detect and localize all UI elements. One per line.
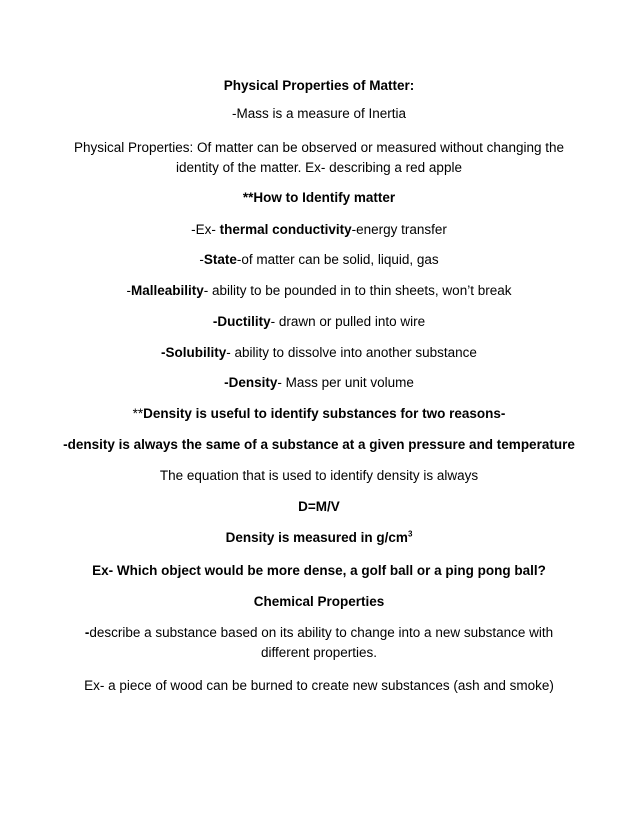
state-line (50, 250, 588, 270)
chemical-def-dash: - (84, 625, 90, 640)
ductility-line (50, 312, 588, 332)
solubility-term: -Solubility (161, 345, 227, 360)
page-title: Physical Properties of Matter: (223, 78, 415, 93)
malleability-term: Malleability (131, 283, 204, 298)
thermal-term: thermal conductivity (219, 222, 352, 237)
solubility-line (50, 343, 588, 363)
density-useful-text: Density is useful to identify substances for two reasons- (143, 406, 506, 421)
density-def-line (50, 373, 588, 393)
density-measured-sup: 3 (407, 529, 413, 539)
density-rest: - Mass per unit volume (277, 375, 414, 390)
malleability-prefix: - (126, 283, 131, 298)
mass-line: -Mass is a measure of Inertia (231, 106, 407, 121)
density-measured-line (50, 528, 588, 548)
chemical-def-line1 (50, 623, 588, 643)
malleability-rest: - ability to be pounded in to thin sheets, won’t break (203, 283, 512, 298)
how-to-identify-heading: **How to Identify matter (242, 190, 396, 205)
density-always-line: -density is always the same of a substance at a given pressure and temperature (63, 437, 575, 452)
malleability-line (50, 281, 588, 301)
thermal-prefix: -Ex- (191, 222, 220, 237)
physical-properties-def-line1: Physical Properties: Of matter can be observed or measured without changing the (73, 140, 564, 155)
density-useful-prefix: ** (132, 406, 144, 421)
equation-intro: The equation that is used to identify density is always (159, 468, 479, 483)
density-term: -Density (224, 375, 278, 390)
ductility-term: -Ductility (212, 314, 271, 329)
state-term: State (203, 252, 237, 267)
state-prefix: - (199, 252, 204, 267)
density-useful-line (50, 404, 588, 424)
chemical-def-line2: different properties. (260, 645, 378, 660)
example-question: Ex- Which object would be more dense, a golf ball or a ping pong ball? (92, 563, 546, 578)
chemical-def-text: describe a substance based on its ability to change into a new substance with (89, 625, 554, 640)
thermal-conductivity-line (50, 220, 588, 240)
solubility-rest: - ability to dissolve into another substance (226, 345, 477, 360)
density-equation: D=M/V (298, 499, 340, 514)
physical-properties-def-line2: identity of the matter. Ex- describing a red apple (176, 160, 462, 175)
thermal-rest: -energy transfer (351, 222, 447, 237)
wood-example: Ex- a piece of wood can be burned to create new substances (ash and smoke) (84, 678, 554, 693)
state-rest: -of matter can be solid, liquid, gas (236, 252, 439, 267)
chemical-properties-heading: Chemical Properties (253, 594, 385, 609)
density-measured-text: Density is measured in g/cm (225, 530, 408, 545)
ductility-rest: - drawn or pulled into wire (270, 314, 426, 329)
